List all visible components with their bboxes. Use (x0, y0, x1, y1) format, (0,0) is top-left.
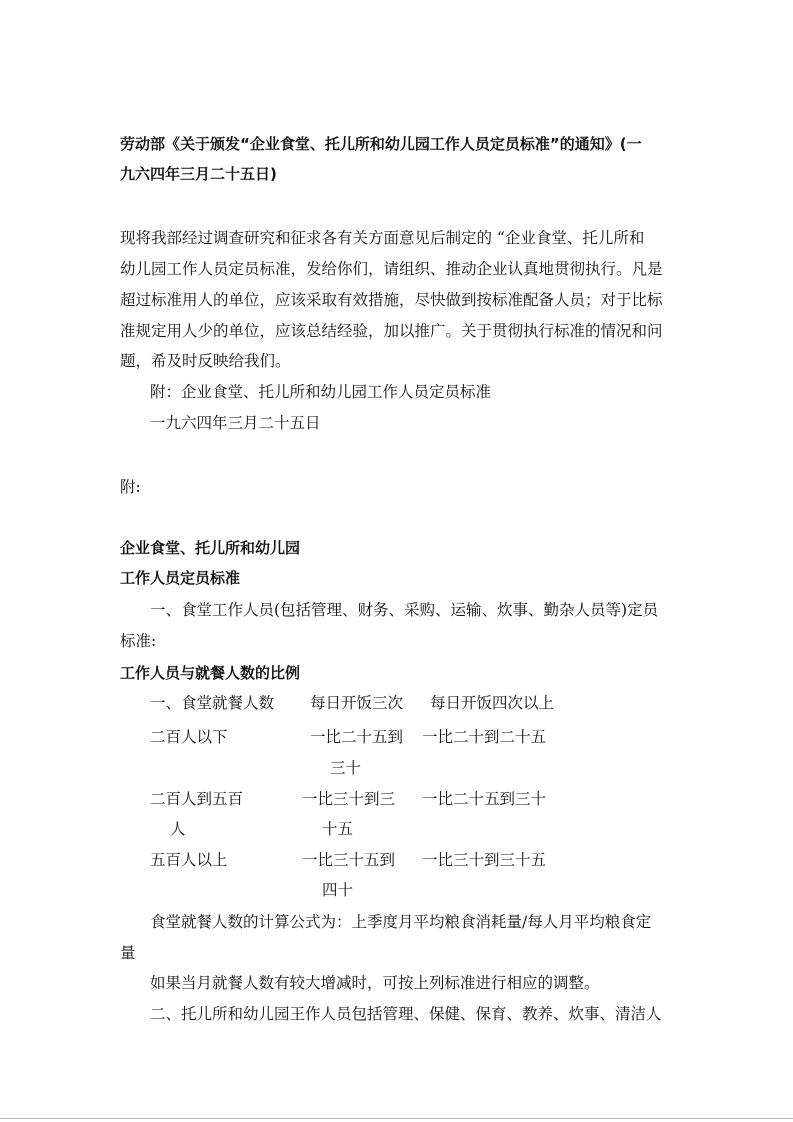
table-cell-diners: 五百人以上 (150, 851, 228, 869)
table-cell-diners: 二百人到五百 (150, 790, 244, 808)
paragraph-line: 现将我部经过调查研究和征求各有关方面意见后制定的 “企业食堂、托儿所和 (120, 229, 645, 247)
formula-line: 量 (120, 944, 136, 962)
section2-line: 二、托儿所和幼儿园王作人员包括管理、保健、保育、教养、炊事、清洁人 (150, 1005, 662, 1023)
table-cell-four-meals: 一比二十到二十五 (422, 728, 547, 746)
paragraph-line: 准规定用人少的单位，应该总结经验，加以推广。关于贯彻执行标准的情况和问 (120, 322, 663, 340)
document-title-line1: 劳动部《关于颁发“企业食堂、托儿所和幼儿园工作人员定员标准”的通知》(一 (120, 135, 642, 153)
standard-heading-1: 企业食堂、托儿所和幼儿园 (120, 539, 301, 557)
section1-line: 标准: (120, 632, 157, 650)
table-cell-diners-cont: 人 (170, 820, 186, 838)
section1-line: 一、食堂工作人员(包括管理、财务、采购、运输、炊事、勤杂人员等)定员 (150, 601, 659, 619)
table-cell-four-meals: 一比二十五到三十 (422, 790, 547, 808)
table-cell-four-meals: 一比三十到三十五 (422, 851, 547, 869)
table-cell-diners: 二百人以下 (150, 728, 228, 746)
table-cell-three-meals: 一比三十五到 (302, 851, 396, 869)
table-cell-three-meals-cont: 四十 (322, 881, 354, 899)
table-header-diners: 一、食堂就餐人数 (150, 694, 275, 712)
page-bottom-divider (0, 1118, 793, 1119)
table-cell-three-meals-cont: 十五 (322, 820, 354, 838)
formula-line: 食堂就餐人数的计算公式为：上季度月平均粮食消耗量/每人月平均粮食定 (150, 913, 652, 931)
document-title-line2: 九六四年三月二十五日) (120, 165, 277, 183)
attachment-note: 附：企业食堂、托儿所和幼儿园工作人员定员标准 (150, 383, 492, 401)
standard-heading-2: 工作人员定员标准 (120, 569, 241, 587)
adjustment-note: 如果当月就餐人数有较大增减时，可按上列标准进行相应的调整。 (150, 974, 600, 992)
ratio-heading: 工作人员与就餐人数的比例 (120, 664, 301, 682)
paragraph-line: 题，希及时反映给我们。 (120, 352, 291, 370)
appendix-label: 附: (120, 478, 141, 496)
paragraph-line: 超过标准用人的单位，应该采取有效措施，尽快做到按标准配备人员；对于比标 (120, 291, 663, 309)
table-header-three-meals: 每日开饭三次 (310, 694, 404, 712)
table-header-four-meals: 每日开饭四次以上 (430, 694, 555, 712)
table-cell-three-meals: 一比二十五到 (310, 728, 404, 746)
notice-date: 一九六四年三月二十五日 (150, 414, 321, 432)
paragraph-line: 幼儿园工作人员定员标准，发给你们，请组织、推动企业认真地贯彻执行。凡是 (120, 260, 663, 278)
table-cell-three-meals: 一比三十到三 (302, 790, 396, 808)
table-cell-three-meals-cont: 三十 (330, 759, 362, 777)
